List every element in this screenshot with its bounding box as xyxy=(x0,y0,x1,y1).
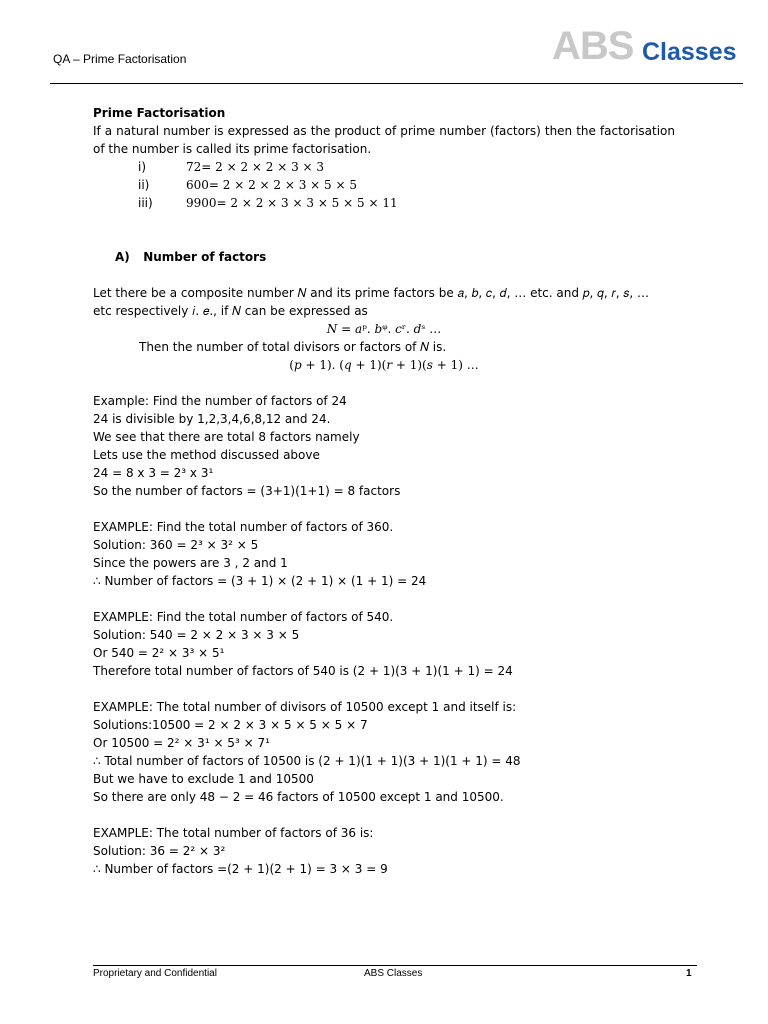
list-item-text: 600= 2 × 2 × 2 × 3 × 5 × 5 xyxy=(186,178,357,192)
example-line: EXAMPLE: The total number of divisors of 10500 except 1 and itself is: xyxy=(93,700,517,714)
list-item-number: ii) xyxy=(138,178,150,192)
example-block-540 xyxy=(93,608,675,680)
example-block-36 xyxy=(93,824,675,878)
example-line: Solution: 36 = 2² × 3² xyxy=(93,844,226,858)
example-line: Solution: 540 = 2 × 2 × 3 × 3 × 5 xyxy=(93,628,300,642)
list-item-text: 9900= 2 × 2 × 3 × 3 × 5 × 5 × 11 xyxy=(186,196,398,210)
section-label: A) xyxy=(115,250,130,264)
list-item xyxy=(93,158,675,176)
example-line: Solution: 360 = 2³ × 3² × 5 xyxy=(93,538,259,552)
header-rule xyxy=(50,83,743,84)
example-block-10500 xyxy=(93,698,675,806)
section-heading-text: Number of factors xyxy=(143,250,267,264)
example-line: 24 = 8 x 3 = 2³ x 3¹ xyxy=(93,466,214,480)
footer-brand: ABS Classes xyxy=(364,968,423,979)
logo-classes-text: Classes xyxy=(642,38,737,66)
example-line: Therefore total number of factors of 540 is (2 + 1)(3 + 1)(1 + 1) = 24 xyxy=(93,664,513,678)
example-line: EXAMPLE: The total number of factors of 36 is: xyxy=(93,826,374,840)
page-number: 1 xyxy=(686,968,692,979)
example-line: Since the powers are 3 , 2 and 1 xyxy=(93,556,288,570)
example-line: EXAMPLE: Find the total number of factors of 540. xyxy=(93,610,394,624)
list-item-number: iii) xyxy=(138,196,153,210)
list-item xyxy=(93,176,675,194)
list-item-text: 72= 2 × 2 × 2 × 3 × 3 xyxy=(186,160,325,174)
footer-confidential: Proprietary and Confidential xyxy=(93,968,217,979)
document-body xyxy=(93,104,675,878)
example-line: So the number of factors = (3+1)(1+1) = 8 factors xyxy=(93,484,401,498)
example-line: EXAMPLE: Find the total number of factors of 360. xyxy=(93,520,394,534)
example-line: We see that there are total 8 factors namely xyxy=(93,430,360,444)
example-line: Lets use the method discussed above xyxy=(93,448,320,462)
intro-paragraph: If a natural number is expressed as the product of prime number (factors) then the factorisation of the number is called its prime factorisation. xyxy=(93,124,675,156)
example-line: But we have to exclude 1 and 10500 xyxy=(93,772,314,786)
example-line: Example: Find the number of factors of 24 xyxy=(93,394,347,408)
footer-rule xyxy=(93,965,697,966)
example-line: Or 10500 = 2² × 3¹ × 5³ × 7¹ xyxy=(93,736,270,750)
example-line: 24 is divisible by 1,2,3,4,6,8,12 and 24. xyxy=(93,412,331,426)
example-line: Solutions:10500 = 2 × 2 × 3 × 5 × 5 × 5 × 7 xyxy=(93,718,368,732)
definition-line-3: Then the number of total divisors or factors of 𝑁 is. xyxy=(139,340,447,354)
logo-abs-text: ABS xyxy=(552,24,634,68)
definition-line-1: Let there be a composite number 𝑁 and its prime factors be 𝑎, 𝑏, 𝑐, 𝑑, … etc. and 𝑝, 𝑞, 𝑟, 𝑠, … xyxy=(93,286,649,300)
list-item xyxy=(93,194,675,212)
example-block-360 xyxy=(93,518,675,590)
section-title-prime-factorisation: Prime Factorisation xyxy=(93,106,226,120)
section-heading-number-of-factors xyxy=(93,248,675,266)
example-line: ∴ Total number of factors of 10500 is (2 + 1)(1 + 1)(3 + 1)(1 + 1) = 48 xyxy=(93,754,521,768)
formula-number-of-divisors: (𝑝 + 1). (𝑞 + 1)(𝑟 + 1)(𝑠 + 1) … xyxy=(289,358,479,372)
example-line: ∴ Number of factors =(2 + 1)(2 + 1) = 3 × 3 = 9 xyxy=(93,862,388,876)
example-line: So there are only 48 − 2 = 46 factors of 10500 except 1 and 10500. xyxy=(93,790,504,804)
example-block-24 xyxy=(93,392,675,500)
list-item-number: i) xyxy=(138,160,147,174)
example-line: ∴ Number of factors = (3 + 1) × (2 + 1) × (1 + 1) = 24 xyxy=(93,574,427,588)
formula-prime-power: 𝑁 = 𝑎ᵖ. 𝑏ᵠ. 𝑐ʳ. 𝑑ˢ … xyxy=(326,322,442,336)
definition-line-2: etc respectively 𝑖. 𝑒., if 𝑁 can be expressed as xyxy=(93,304,368,318)
example-line: Or 540 = 2² × 3³ × 5¹ xyxy=(93,646,225,660)
header-title: QA – Prime Factorisation xyxy=(53,52,187,66)
